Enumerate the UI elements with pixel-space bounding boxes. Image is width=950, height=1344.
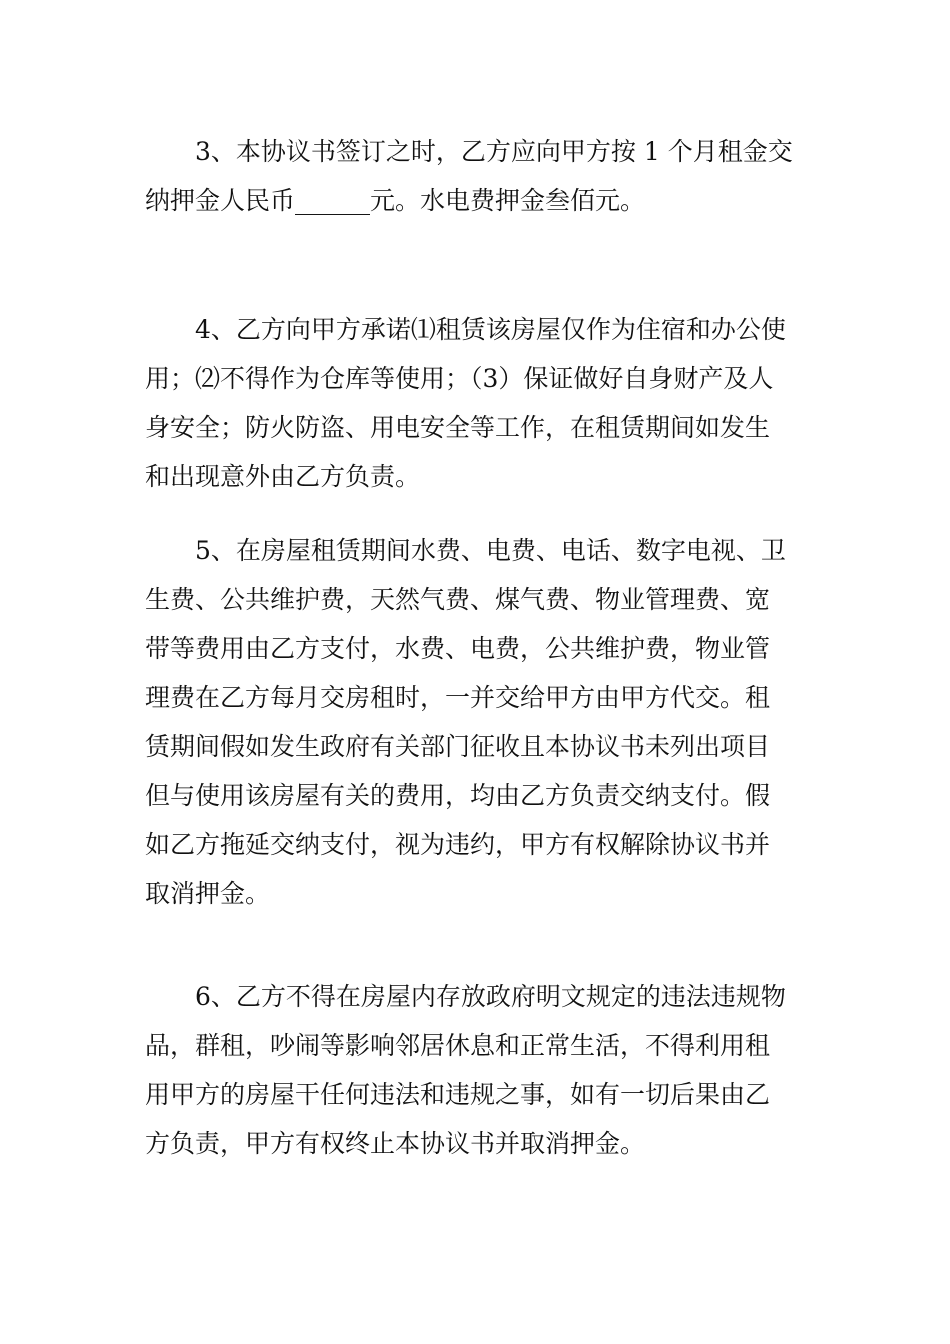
clause-5-line-1: 5、在房屋租赁期间水费、电费、电话、数字电视、卫 bbox=[195, 536, 786, 565]
clause-4-line-2: 用；⑵不得作为仓库等使用；（3）保证做好自身财产及人 bbox=[145, 364, 774, 393]
clause-5-paragraph bbox=[145, 526, 825, 918]
clause-6-line-1: 6、乙方不得在房屋内存放政府明文规定的违法违规物 bbox=[195, 982, 786, 1011]
clause-3-line-2: 纳押金人民币______元。水电费押金叁佰元。 bbox=[145, 186, 646, 215]
clause-4-line-1: 4、乙方向甲方承诺⑴租赁该房屋仅作为住宿和办公使 bbox=[195, 315, 786, 344]
clause-3-line-1: 3、本协议书签订之时，乙方应向甲方按 1 个月租金交 bbox=[195, 137, 793, 166]
clause-5-line-6: 但与使用该房屋有关的费用，均由乙方负责交纳支付。假 bbox=[145, 781, 771, 810]
clause-5-line-3: 带等费用由乙方支付，水费、电费，公共维护费，物业管 bbox=[145, 634, 771, 663]
clause-5-line-7: 如乙方拖延交纳支付，视为违约，甲方有权解除协议书并 bbox=[145, 830, 771, 859]
clause-5-line-2: 生费、公共维护费，天然气费、煤气费、物业管理费、宽 bbox=[145, 585, 771, 614]
clause-6-line-3: 用甲方的房屋干任何违法和违规之事，如有一切后果由乙 bbox=[145, 1080, 771, 1109]
clause-5-line-8: 取消押金。 bbox=[145, 879, 271, 908]
clause-3-paragraph bbox=[145, 127, 825, 225]
clause-6-line-2: 品，群租，吵闹等影响邻居休息和正常生活，不得利用租 bbox=[145, 1031, 771, 1060]
clause-4-line-3: 身安全；防火防盗、用电安全等工作，在租赁期间如发生 bbox=[145, 413, 771, 442]
clause-6-paragraph bbox=[145, 972, 825, 1168]
clause-4-paragraph bbox=[145, 305, 825, 501]
clause-5-line-5: 赁期间假如发生政府有关部门征收且本协议书未列出项目 bbox=[145, 732, 771, 761]
clause-6-line-4: 方负责，甲方有权终止本协议书并取消押金。 bbox=[145, 1129, 646, 1158]
clause-4-line-4: 和出现意外由乙方负责。 bbox=[145, 462, 421, 491]
clause-5-line-4: 理费在乙方每月交房租时，一并交给甲方由甲方代交。租 bbox=[145, 683, 771, 712]
